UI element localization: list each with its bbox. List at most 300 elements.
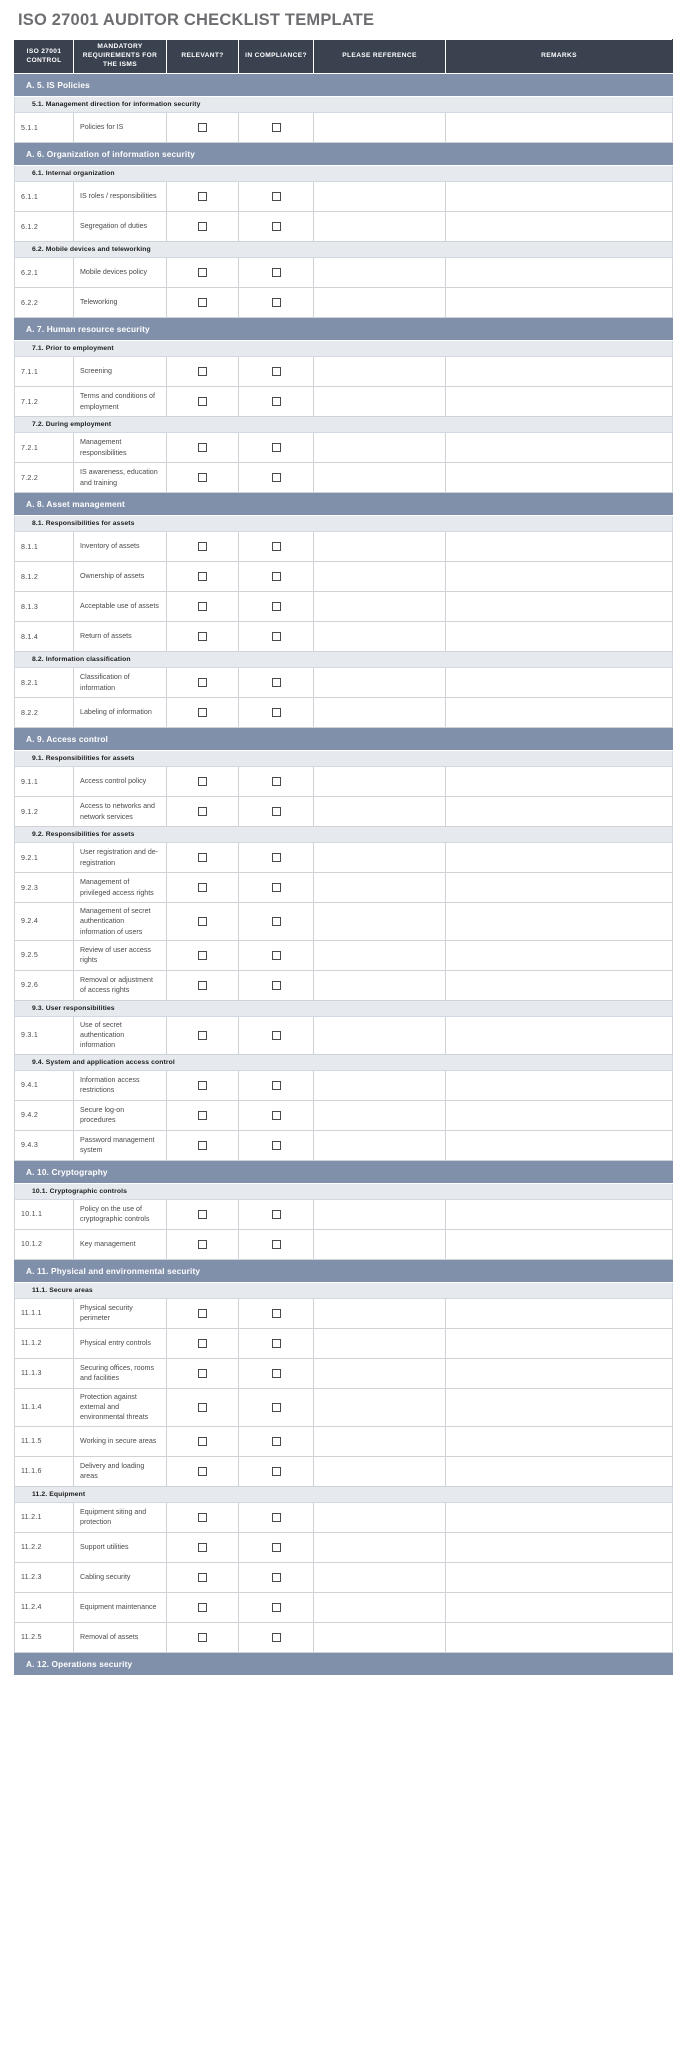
- relevant-checkbox[interactable]: [198, 602, 207, 611]
- table-row: [15, 113, 673, 143]
- cell-remarks[interactable]: [446, 1328, 673, 1358]
- relevant-checkbox[interactable]: [198, 1210, 207, 1219]
- table-row: [15, 1016, 673, 1054]
- cell-reference[interactable]: [314, 463, 446, 493]
- subsection-header-row: [15, 417, 673, 433]
- cell-requirement: Use of secret authentication information: [74, 1016, 167, 1054]
- relevant-checkbox[interactable]: [198, 1141, 207, 1150]
- cell-relevant: [167, 288, 239, 318]
- cell-remarks[interactable]: [446, 433, 673, 463]
- cell-iso-control: 11.1.3: [15, 1358, 74, 1388]
- relevant-checkbox[interactable]: [198, 298, 207, 307]
- cell-remarks[interactable]: [446, 592, 673, 622]
- in-compliance-checkbox[interactable]: [272, 1339, 281, 1348]
- section-header-row: [15, 1652, 673, 1675]
- cell-relevant: [167, 463, 239, 493]
- in-compliance-checkbox[interactable]: [272, 298, 281, 307]
- cell-reference[interactable]: [314, 288, 446, 318]
- cell-requirement: User registration and de-registration: [74, 843, 167, 873]
- cell-remarks[interactable]: [446, 1298, 673, 1328]
- cell-in-compliance: [239, 463, 314, 493]
- cell-remarks[interactable]: [446, 940, 673, 970]
- column-header-in-compliance: IN COMPLIANCE?: [239, 40, 314, 74]
- cell-reference[interactable]: [314, 258, 446, 288]
- cell-remarks[interactable]: [446, 698, 673, 728]
- cell-iso-control: 9.4.2: [15, 1100, 74, 1130]
- cell-in-compliance: [239, 940, 314, 970]
- cell-iso-control: 9.2.6: [15, 970, 74, 1000]
- relevant-checkbox[interactable]: [198, 1339, 207, 1348]
- cell-relevant: [167, 592, 239, 622]
- in-compliance-checkbox[interactable]: [272, 632, 281, 641]
- cell-requirement: Password management system: [74, 1130, 167, 1160]
- cell-reference[interactable]: [314, 113, 446, 143]
- cell-requirement: Return of assets: [74, 622, 167, 652]
- cell-reference[interactable]: [314, 1358, 446, 1388]
- cell-in-compliance: [239, 258, 314, 288]
- section-header-label: A. 5. IS Policies: [15, 74, 673, 97]
- relevant-checkbox[interactable]: [198, 367, 207, 376]
- cell-in-compliance: [239, 113, 314, 143]
- cell-remarks[interactable]: [446, 843, 673, 873]
- cell-remarks[interactable]: [446, 182, 673, 212]
- relevant-checkbox[interactable]: [198, 883, 207, 892]
- cell-remarks[interactable]: [446, 387, 673, 417]
- cell-iso-control: 11.2.4: [15, 1592, 74, 1622]
- in-compliance-checkbox[interactable]: [272, 678, 281, 687]
- cell-relevant: [167, 797, 239, 827]
- table-row: [15, 1070, 673, 1100]
- cell-in-compliance: [239, 288, 314, 318]
- cell-relevant: [167, 212, 239, 242]
- relevant-checkbox[interactable]: [198, 1603, 207, 1612]
- cell-relevant: [167, 1592, 239, 1622]
- relevant-checkbox[interactable]: [198, 268, 207, 277]
- table-row: [15, 1502, 673, 1532]
- table-row: [15, 1426, 673, 1456]
- in-compliance-checkbox[interactable]: [272, 367, 281, 376]
- relevant-checkbox[interactable]: [198, 1403, 207, 1412]
- cell-in-compliance: [239, 1388, 314, 1426]
- section-header-label: A. 12. Operations security: [15, 1652, 673, 1675]
- cell-requirement: Cabling security: [74, 1562, 167, 1592]
- subsection-header-label: 11.1. Secure areas: [15, 1282, 673, 1298]
- cell-iso-control: 6.1.2: [15, 212, 74, 242]
- cell-requirement: Key management: [74, 1229, 167, 1259]
- in-compliance-checkbox[interactable]: [272, 917, 281, 926]
- cell-iso-control: 6.2.1: [15, 258, 74, 288]
- cell-relevant: [167, 387, 239, 417]
- cell-reference[interactable]: [314, 592, 446, 622]
- relevant-checkbox[interactable]: [198, 572, 207, 581]
- relevant-checkbox[interactable]: [198, 981, 207, 990]
- table-row: [15, 797, 673, 827]
- cell-requirement: IS roles / responsibilities: [74, 182, 167, 212]
- cell-relevant: [167, 698, 239, 728]
- in-compliance-checkbox[interactable]: [272, 1513, 281, 1522]
- cell-relevant: [167, 1358, 239, 1388]
- in-compliance-checkbox[interactable]: [272, 473, 281, 482]
- in-compliance-checkbox[interactable]: [272, 397, 281, 406]
- cell-in-compliance: [239, 1532, 314, 1562]
- cell-reference[interactable]: [314, 1130, 446, 1160]
- relevant-checkbox[interactable]: [198, 1240, 207, 1249]
- column-header-requirements: MANDATORY REQUIREMENTS FOR THE ISMS: [74, 40, 167, 74]
- cell-in-compliance: [239, 843, 314, 873]
- cell-reference[interactable]: [314, 873, 446, 903]
- cell-in-compliance: [239, 357, 314, 387]
- in-compliance-checkbox[interactable]: [272, 853, 281, 862]
- cell-reference[interactable]: [314, 1199, 446, 1229]
- cell-requirement: Working in secure areas: [74, 1426, 167, 1456]
- cell-requirement: Access to networks and network services: [74, 797, 167, 827]
- in-compliance-checkbox[interactable]: [272, 1437, 281, 1446]
- cell-remarks[interactable]: [446, 1426, 673, 1456]
- subsection-header-label: 6.1. Internal organization: [15, 166, 673, 182]
- cell-remarks[interactable]: [446, 532, 673, 562]
- cell-reference[interactable]: [314, 357, 446, 387]
- relevant-checkbox[interactable]: [198, 397, 207, 406]
- in-compliance-checkbox[interactable]: [272, 542, 281, 551]
- cell-remarks[interactable]: [446, 668, 673, 698]
- in-compliance-checkbox[interactable]: [272, 123, 281, 132]
- table-row: [15, 1388, 673, 1426]
- subsection-header-row: [15, 1000, 673, 1016]
- cell-relevant: [167, 970, 239, 1000]
- column-header-relevant: RELEVANT?: [167, 40, 239, 74]
- in-compliance-checkbox[interactable]: [272, 1111, 281, 1120]
- cell-reference[interactable]: [314, 1502, 446, 1532]
- cell-in-compliance: [239, 387, 314, 417]
- cell-requirement: Equipment maintenance: [74, 1592, 167, 1622]
- table-body: [15, 74, 673, 1676]
- in-compliance-checkbox[interactable]: [272, 1543, 281, 1552]
- cell-reference[interactable]: [314, 1100, 446, 1130]
- cell-remarks[interactable]: [446, 1622, 673, 1652]
- relevant-checkbox[interactable]: [198, 807, 207, 816]
- relevant-checkbox[interactable]: [198, 1437, 207, 1446]
- cell-reference[interactable]: [314, 1562, 446, 1592]
- cell-remarks[interactable]: [446, 212, 673, 242]
- in-compliance-checkbox[interactable]: [272, 222, 281, 231]
- cell-reference[interactable]: [314, 433, 446, 463]
- in-compliance-checkbox[interactable]: [272, 602, 281, 611]
- subsection-header-label: 5.1. Management direction for information security: [15, 97, 673, 113]
- column-header-iso-control: ISO 27001 CONTROL: [15, 40, 74, 74]
- cell-reference[interactable]: [314, 1532, 446, 1562]
- table-row: [15, 562, 673, 592]
- in-compliance-checkbox[interactable]: [272, 1031, 281, 1040]
- relevant-checkbox[interactable]: [198, 1513, 207, 1522]
- cell-remarks[interactable]: [446, 258, 673, 288]
- cell-reference[interactable]: [314, 182, 446, 212]
- in-compliance-checkbox[interactable]: [272, 708, 281, 717]
- cell-in-compliance: [239, 1199, 314, 1229]
- cell-remarks[interactable]: [446, 1229, 673, 1259]
- cell-remarks[interactable]: [446, 1070, 673, 1100]
- section-header-label: A. 11. Physical and environmental security: [15, 1259, 673, 1282]
- cell-requirement: Delivery and loading areas: [74, 1456, 167, 1486]
- in-compliance-checkbox[interactable]: [272, 1369, 281, 1378]
- cell-reference[interactable]: [314, 1016, 446, 1054]
- cell-requirement: Review of user access rights: [74, 940, 167, 970]
- subsection-header-row: [15, 166, 673, 182]
- in-compliance-checkbox[interactable]: [272, 572, 281, 581]
- table-row: [15, 668, 673, 698]
- table-row: [15, 1622, 673, 1652]
- cell-relevant: [167, 622, 239, 652]
- cell-remarks[interactable]: [446, 1562, 673, 1592]
- in-compliance-checkbox[interactable]: [272, 1633, 281, 1642]
- cell-reference[interactable]: [314, 1426, 446, 1456]
- in-compliance-checkbox[interactable]: [272, 192, 281, 201]
- subsection-header-row: [15, 1282, 673, 1298]
- cell-remarks[interactable]: [446, 1502, 673, 1532]
- cell-requirement: Secure log-on procedures: [74, 1100, 167, 1130]
- cell-relevant: [167, 1562, 239, 1592]
- subsection-header-row: [15, 97, 673, 113]
- cell-reference[interactable]: [314, 387, 446, 417]
- in-compliance-checkbox[interactable]: [272, 807, 281, 816]
- cell-remarks[interactable]: [446, 1456, 673, 1486]
- cell-requirement: Acceptable use of assets: [74, 592, 167, 622]
- cell-iso-control: 11.2.3: [15, 1562, 74, 1592]
- subsection-header-label: 9.4. System and application access control: [15, 1054, 673, 1070]
- in-compliance-checkbox[interactable]: [272, 981, 281, 990]
- cell-reference[interactable]: [314, 843, 446, 873]
- cell-reference[interactable]: [314, 970, 446, 1000]
- cell-requirement: Securing offices, rooms and facilities: [74, 1358, 167, 1388]
- cell-iso-control: 6.2.2: [15, 288, 74, 318]
- cell-reference[interactable]: [314, 1388, 446, 1426]
- cell-remarks[interactable]: [446, 1358, 673, 1388]
- in-compliance-checkbox[interactable]: [272, 777, 281, 786]
- cell-iso-control: 11.1.2: [15, 1328, 74, 1358]
- cell-iso-control: 11.1.6: [15, 1456, 74, 1486]
- cell-remarks[interactable]: [446, 463, 673, 493]
- cell-reference[interactable]: [314, 797, 446, 827]
- cell-reference[interactable]: [314, 1592, 446, 1622]
- cell-remarks[interactable]: [446, 288, 673, 318]
- cell-iso-control: 11.2.1: [15, 1502, 74, 1532]
- cell-remarks[interactable]: [446, 1199, 673, 1229]
- in-compliance-checkbox[interactable]: [272, 951, 281, 960]
- cell-requirement: Management of privileged access rights: [74, 873, 167, 903]
- relevant-checkbox[interactable]: [198, 917, 207, 926]
- relevant-checkbox[interactable]: [198, 1467, 207, 1476]
- cell-remarks[interactable]: [446, 970, 673, 1000]
- in-compliance-checkbox[interactable]: [272, 1240, 281, 1249]
- in-compliance-checkbox[interactable]: [272, 1210, 281, 1219]
- relevant-checkbox[interactable]: [198, 1573, 207, 1582]
- cell-in-compliance: [239, 903, 314, 941]
- cell-requirement: Management responsibilities: [74, 433, 167, 463]
- in-compliance-checkbox[interactable]: [272, 443, 281, 452]
- table-row: [15, 903, 673, 941]
- cell-remarks[interactable]: [446, 797, 673, 827]
- cell-relevant: [167, 1622, 239, 1652]
- cell-iso-control: 5.1.1: [15, 113, 74, 143]
- cell-reference[interactable]: [314, 668, 446, 698]
- in-compliance-checkbox[interactable]: [272, 1309, 281, 1318]
- table-row: [15, 433, 673, 463]
- cell-requirement: Access control policy: [74, 767, 167, 797]
- cell-remarks[interactable]: [446, 1100, 673, 1130]
- cell-relevant: [167, 903, 239, 941]
- cell-in-compliance: [239, 433, 314, 463]
- section-header-row: [15, 728, 673, 751]
- cell-reference[interactable]: [314, 1298, 446, 1328]
- relevant-checkbox[interactable]: [198, 1633, 207, 1642]
- cell-in-compliance: [239, 1070, 314, 1100]
- relevant-checkbox[interactable]: [198, 443, 207, 452]
- relevant-checkbox[interactable]: [198, 632, 207, 641]
- in-compliance-checkbox[interactable]: [272, 1141, 281, 1150]
- cell-reference[interactable]: [314, 1622, 446, 1652]
- cell-remarks[interactable]: [446, 1130, 673, 1160]
- cell-remarks[interactable]: [446, 767, 673, 797]
- cell-reference[interactable]: [314, 698, 446, 728]
- section-header-label: A. 10. Cryptography: [15, 1160, 673, 1183]
- cell-reference[interactable]: [314, 622, 446, 652]
- cell-requirement: IS awareness, education and training: [74, 463, 167, 493]
- cell-relevant: [167, 1100, 239, 1130]
- relevant-checkbox[interactable]: [198, 1543, 207, 1552]
- cell-reference[interactable]: [314, 940, 446, 970]
- cell-reference[interactable]: [314, 1328, 446, 1358]
- cell-in-compliance: [239, 698, 314, 728]
- cell-iso-control: 9.2.5: [15, 940, 74, 970]
- relevant-checkbox[interactable]: [198, 1081, 207, 1090]
- cell-relevant: [167, 562, 239, 592]
- cell-requirement: Protection against external and environmental threats: [74, 1388, 167, 1426]
- cell-reference[interactable]: [314, 212, 446, 242]
- cell-remarks[interactable]: [446, 1388, 673, 1426]
- section-header-label: A. 9. Access control: [15, 728, 673, 751]
- cell-reference[interactable]: [314, 532, 446, 562]
- relevant-checkbox[interactable]: [198, 1111, 207, 1120]
- table-row: [15, 1298, 673, 1328]
- cell-remarks[interactable]: [446, 622, 673, 652]
- cell-relevant: [167, 1502, 239, 1532]
- relevant-checkbox[interactable]: [198, 678, 207, 687]
- table-row: [15, 1358, 673, 1388]
- cell-in-compliance: [239, 668, 314, 698]
- cell-reference[interactable]: [314, 562, 446, 592]
- cell-iso-control: 9.1.2: [15, 797, 74, 827]
- relevant-checkbox[interactable]: [198, 123, 207, 132]
- table-row: [15, 873, 673, 903]
- table-row: [15, 258, 673, 288]
- cell-iso-control: 8.2.1: [15, 668, 74, 698]
- cell-iso-control: 7.2.2: [15, 463, 74, 493]
- cell-remarks[interactable]: [446, 873, 673, 903]
- cell-in-compliance: [239, 1426, 314, 1456]
- relevant-checkbox[interactable]: [198, 1031, 207, 1040]
- in-compliance-checkbox[interactable]: [272, 1081, 281, 1090]
- in-compliance-checkbox[interactable]: [272, 883, 281, 892]
- cell-remarks[interactable]: [446, 1592, 673, 1622]
- cell-relevant: [167, 1070, 239, 1100]
- relevant-checkbox[interactable]: [198, 473, 207, 482]
- cell-remarks[interactable]: [446, 903, 673, 941]
- relevant-checkbox[interactable]: [198, 951, 207, 960]
- cell-relevant: [167, 258, 239, 288]
- cell-requirement: Ownership of assets: [74, 562, 167, 592]
- in-compliance-checkbox[interactable]: [272, 1467, 281, 1476]
- relevant-checkbox[interactable]: [198, 542, 207, 551]
- cell-iso-control: 9.1.1: [15, 767, 74, 797]
- in-compliance-checkbox[interactable]: [272, 1403, 281, 1412]
- cell-in-compliance: [239, 1592, 314, 1622]
- cell-remarks[interactable]: [446, 1532, 673, 1562]
- cell-remarks[interactable]: [446, 562, 673, 592]
- cell-iso-control: 11.2.2: [15, 1532, 74, 1562]
- table-row: [15, 1229, 673, 1259]
- cell-relevant: [167, 1199, 239, 1229]
- relevant-checkbox[interactable]: [198, 777, 207, 786]
- subsection-header-label: 9.2. Responsibilities for assets: [15, 827, 673, 843]
- relevant-checkbox[interactable]: [198, 708, 207, 717]
- table-row: [15, 1456, 673, 1486]
- cell-reference[interactable]: [314, 1070, 446, 1100]
- section-header-row: [15, 74, 673, 97]
- cell-relevant: [167, 433, 239, 463]
- cell-in-compliance: [239, 1100, 314, 1130]
- cell-iso-control: 10.1.2: [15, 1229, 74, 1259]
- cell-requirement: Support utilities: [74, 1532, 167, 1562]
- table-row: [15, 463, 673, 493]
- subsection-header-row: [15, 1486, 673, 1502]
- table-row: [15, 970, 673, 1000]
- relevant-checkbox[interactable]: [198, 853, 207, 862]
- relevant-checkbox[interactable]: [198, 222, 207, 231]
- subsection-header-row: [15, 652, 673, 668]
- section-header-label: A. 7. Human resource security: [15, 318, 673, 341]
- in-compliance-checkbox[interactable]: [272, 268, 281, 277]
- cell-requirement: Classification of information: [74, 668, 167, 698]
- cell-requirement: Equipment siting and protection: [74, 1502, 167, 1532]
- cell-iso-control: 9.4.3: [15, 1130, 74, 1160]
- cell-remarks[interactable]: [446, 113, 673, 143]
- subsection-header-label: 9.1. Responsibilities for assets: [15, 751, 673, 767]
- relevant-checkbox[interactable]: [198, 1309, 207, 1318]
- relevant-checkbox[interactable]: [198, 192, 207, 201]
- cell-iso-control: 8.2.2: [15, 698, 74, 728]
- in-compliance-checkbox[interactable]: [272, 1603, 281, 1612]
- cell-relevant: [167, 1298, 239, 1328]
- cell-remarks[interactable]: [446, 357, 673, 387]
- cell-reference[interactable]: [314, 1229, 446, 1259]
- cell-reference[interactable]: [314, 903, 446, 941]
- cell-relevant: [167, 1328, 239, 1358]
- cell-iso-control: 8.1.3: [15, 592, 74, 622]
- cell-requirement: Information access restrictions: [74, 1070, 167, 1100]
- table-row: [15, 622, 673, 652]
- cell-requirement: Management of secret authentication information of users: [74, 903, 167, 941]
- page-title: ISO 27001 AUDITOR CHECKLIST TEMPLATE: [18, 11, 375, 29]
- cell-relevant: [167, 182, 239, 212]
- table-row: [15, 1592, 673, 1622]
- cell-relevant: [167, 668, 239, 698]
- cell-reference[interactable]: [314, 1456, 446, 1486]
- in-compliance-checkbox[interactable]: [272, 1573, 281, 1582]
- relevant-checkbox[interactable]: [198, 1369, 207, 1378]
- cell-remarks[interactable]: [446, 1016, 673, 1054]
- section-header-row: [15, 1160, 673, 1183]
- cell-reference[interactable]: [314, 767, 446, 797]
- subsection-header-label: 7.1. Prior to employment: [15, 341, 673, 357]
